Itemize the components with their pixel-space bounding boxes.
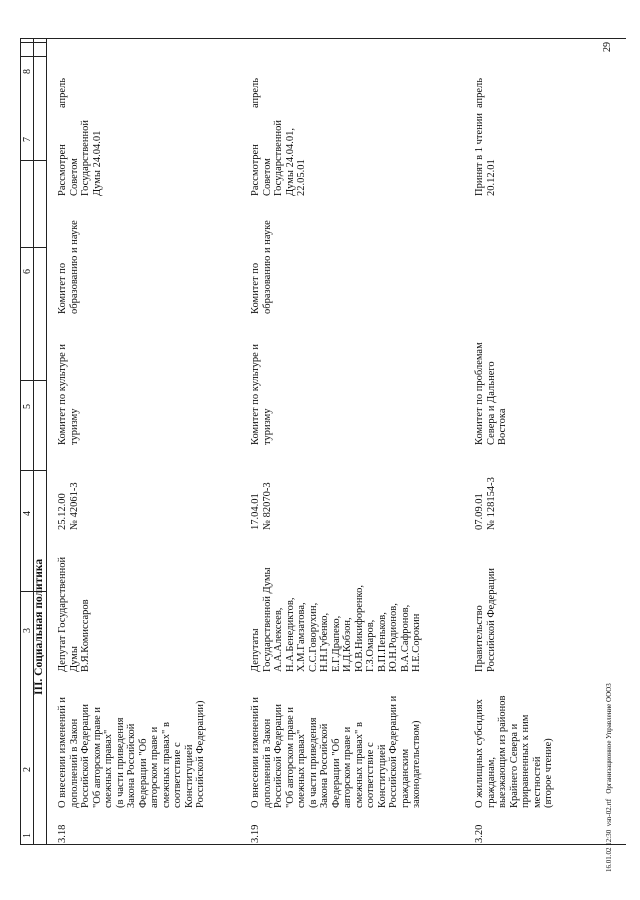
row-3-18-month: апрель [57, 77, 68, 108]
row-3-18-number: 3.18 [57, 824, 68, 843]
col-sep-1-2 [20, 56, 46, 57]
row-3-18-initiator: Депутат Государственной Думы В.Я.Комиссаров [57, 556, 91, 672]
row-3-18-committee: Комитет по культуре и туризму [57, 344, 80, 445]
row-3-19-status: Рассмотрен Советом Государственной Думы 24.04.01, 22.05.01 [250, 120, 307, 196]
row-3-20-initiator: Правительство Российской Федерации [474, 568, 497, 672]
section-title: III. Социальная политика [33, 558, 45, 695]
row-3-19-initiator: Депутаты Государственной Думы А.А.Алексеев, Н.А.Бенедиктов, Х.М.Гамзатова, С.С.Говорухин, Н.Н.Губенко, Е.Г.Драпеко, И.Д.Кобзон, Ю.В.Никифоренко, Г.З.Омаров, В.П.Пеньков, Ю.Н.Родионов, В.А.Сафронов, Н.Е.Сорокин [250, 567, 422, 672]
col-divider-1 [33, 38, 34, 844]
row-3-20-month: апрель [474, 77, 485, 108]
col-sep-7-8 [20, 42, 46, 43]
col-header-4: 4 [22, 511, 33, 516]
table-top-edge [20, 38, 626, 39]
col-divider-header [46, 38, 47, 844]
row-3-18-status: Рассмотрен Советом Государственной Думы 24.04.01 [57, 120, 103, 196]
row-3-18-title: О внесении изменений и дополнений в Закон Российской Федерации "Об авторском праве и смежных правах" (в части приведения Закона Российской Федерации "Об авторском праве и смежных правах" в соответствие с Конституцией Российской Федерации) [57, 697, 206, 808]
table-border-left [20, 38, 21, 844]
table-bottom-edge [20, 844, 626, 845]
col-header-8: 8 [22, 69, 33, 74]
col-header-5: 5 [22, 404, 33, 409]
row-3-19-date-reg: 17.04.01 № 82070-3 [250, 482, 273, 530]
col-header-6: 6 [22, 269, 33, 274]
col-header-7: 7 [22, 137, 33, 142]
row-3-19-number: 3.19 [250, 824, 261, 843]
row-3-19-month: апрель [250, 77, 261, 108]
col-sep-4-5 [20, 380, 46, 381]
col-header-2: 2 [22, 767, 33, 772]
page-number: 29 [602, 42, 613, 52]
col-sep-6-7 [20, 160, 46, 161]
col-header-3: 3 [22, 628, 33, 633]
footer-file-info: 16.01.02 12:30 vsn-02.rtf Организационное Управление ООО3 [605, 683, 613, 872]
row-3-18-co-committee: Комитет по образованию и науке [57, 220, 80, 314]
row-3-20-title: О жилищных субсидиях гражданам, выезжающим из районов Крайнего Севера и приравненных к ним местностей (второе чтение) [474, 695, 554, 808]
col-sep-3-4 [20, 470, 46, 471]
row-3-19-committee: Комитет по культуре и туризму [250, 344, 273, 445]
row-3-20-committee: Комитет по проблемам Севера и Дальнего Востока [474, 342, 508, 445]
row-3-18-date-reg: 25.12.00 № 42061-3 [57, 482, 80, 530]
row-3-20-date-reg: 07.09.01 № 128154-3 [474, 477, 497, 530]
row-3-19-co-committee: Комитет по образованию и науке [250, 220, 273, 314]
col-sep-5-6 [20, 247, 46, 248]
row-3-19-title: О внесении изменений и дополнений в Закон Российской Федерации "Об авторском праве и смежных правах" (в части приведения Закона Российской Федерации "Об авторском праве и смежных правах" в соответствие с Конституцией Российской Федерации и гражданским законодательством) [250, 695, 422, 808]
col-header-1: 1 [22, 833, 33, 838]
row-3-20-status: Принят в 1 чтении 20.12.01 [474, 113, 497, 196]
row-3-20-number: 3.20 [474, 824, 485, 843]
